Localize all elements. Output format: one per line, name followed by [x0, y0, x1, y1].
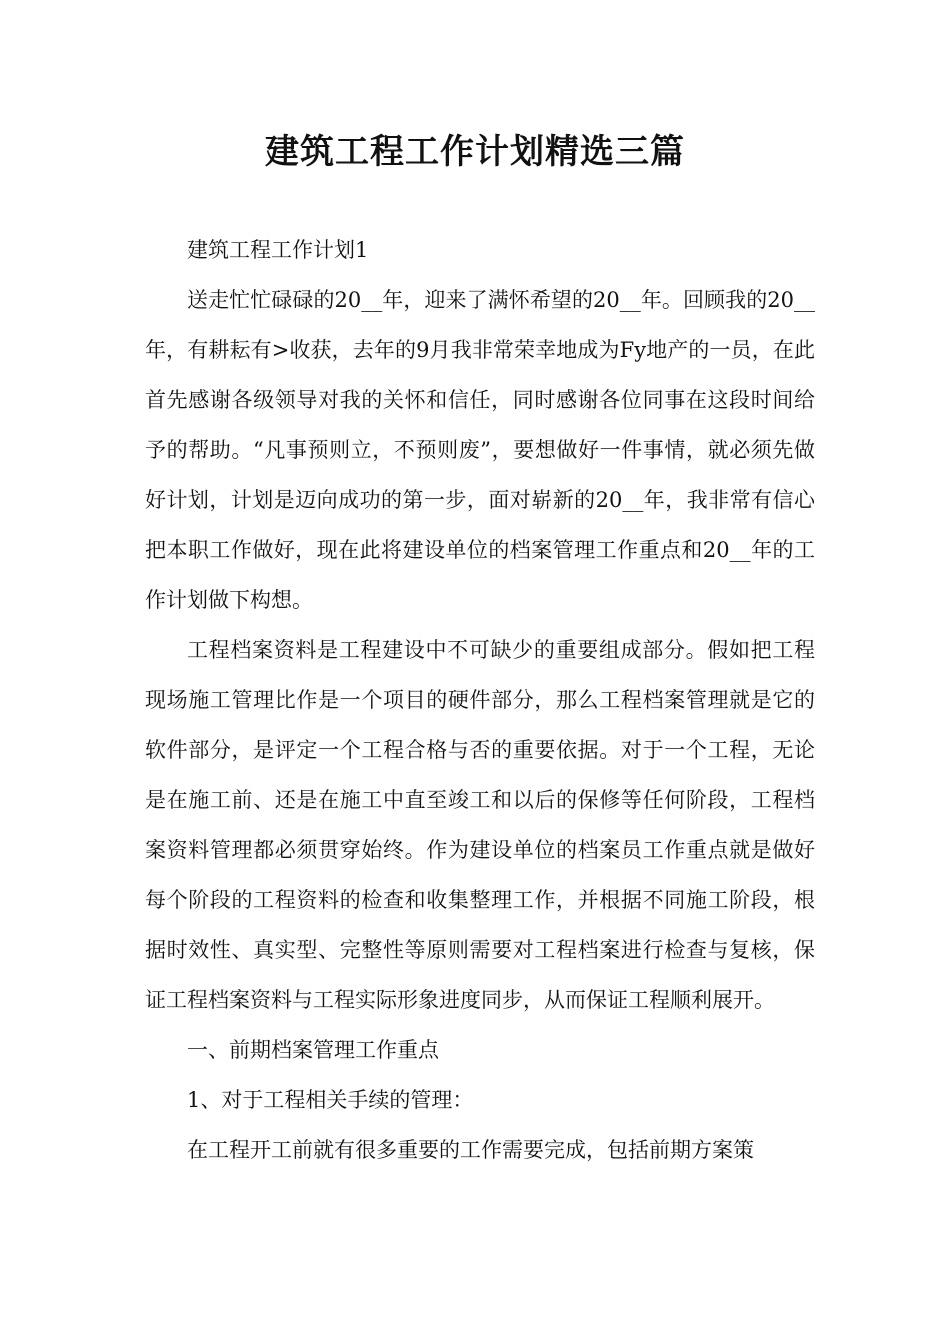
document-body	[145, 225, 815, 1175]
paragraph: 送走忙忙碌碌的20__年，迎来了满怀希望的20__年。回顾我的20__年，有耕耘有>收获，去年的9月我非常荣幸地成为Fy地产的一员，在此首先感谢各级领导对我的关怀和信任，同时感谢各位同事在这段时间给予的帮助。“凡事预则立，不预则废”，要想做好一件事情，就必须先做好计划，计划是迈向成功的第一步，面对崭新的20__年，我非常有信心把本职工作做好，现在此将建设单位的档案管理工作重点和20__年的工作计划做下构想。	[145, 288, 815, 612]
list-item-heading: 1、对于工程相关手续的管理：	[187, 1088, 474, 1112]
paragraph: 工程档案资料是工程建设中不可缺少的重要组成部分。假如把工程现场施工管理比作是一个项目的硬件部分，那么工程档案管理就是它的软件部分，是评定一个工程合格与否的重要依据。对于一个工程，无论是在施工前、还是在施工中直至竣工和以后的保修等任何阶段，工程档案资料管理都必须贯穿始终。作为建设单位的档案员工作重点就是做好每个阶段的工程资料的检查和收集整理工作，并根据不同施工阶段，根据时效性、真实型、完整性等原则需要对工程档案进行检查与复核，保证工程档案资料与工程实际形象进度同步，从而保证工程顺利展开。	[145, 638, 815, 1012]
subsection-heading: 一、前期档案管理工作重点	[187, 1038, 439, 1062]
document-title: 建筑工程工作计划精选三篇	[265, 132, 685, 172]
paragraph: 在工程开工前就有很多重要的工作需要完成，包括前期方案策	[187, 1138, 754, 1162]
section-heading: 建筑工程工作计划1	[187, 238, 369, 262]
